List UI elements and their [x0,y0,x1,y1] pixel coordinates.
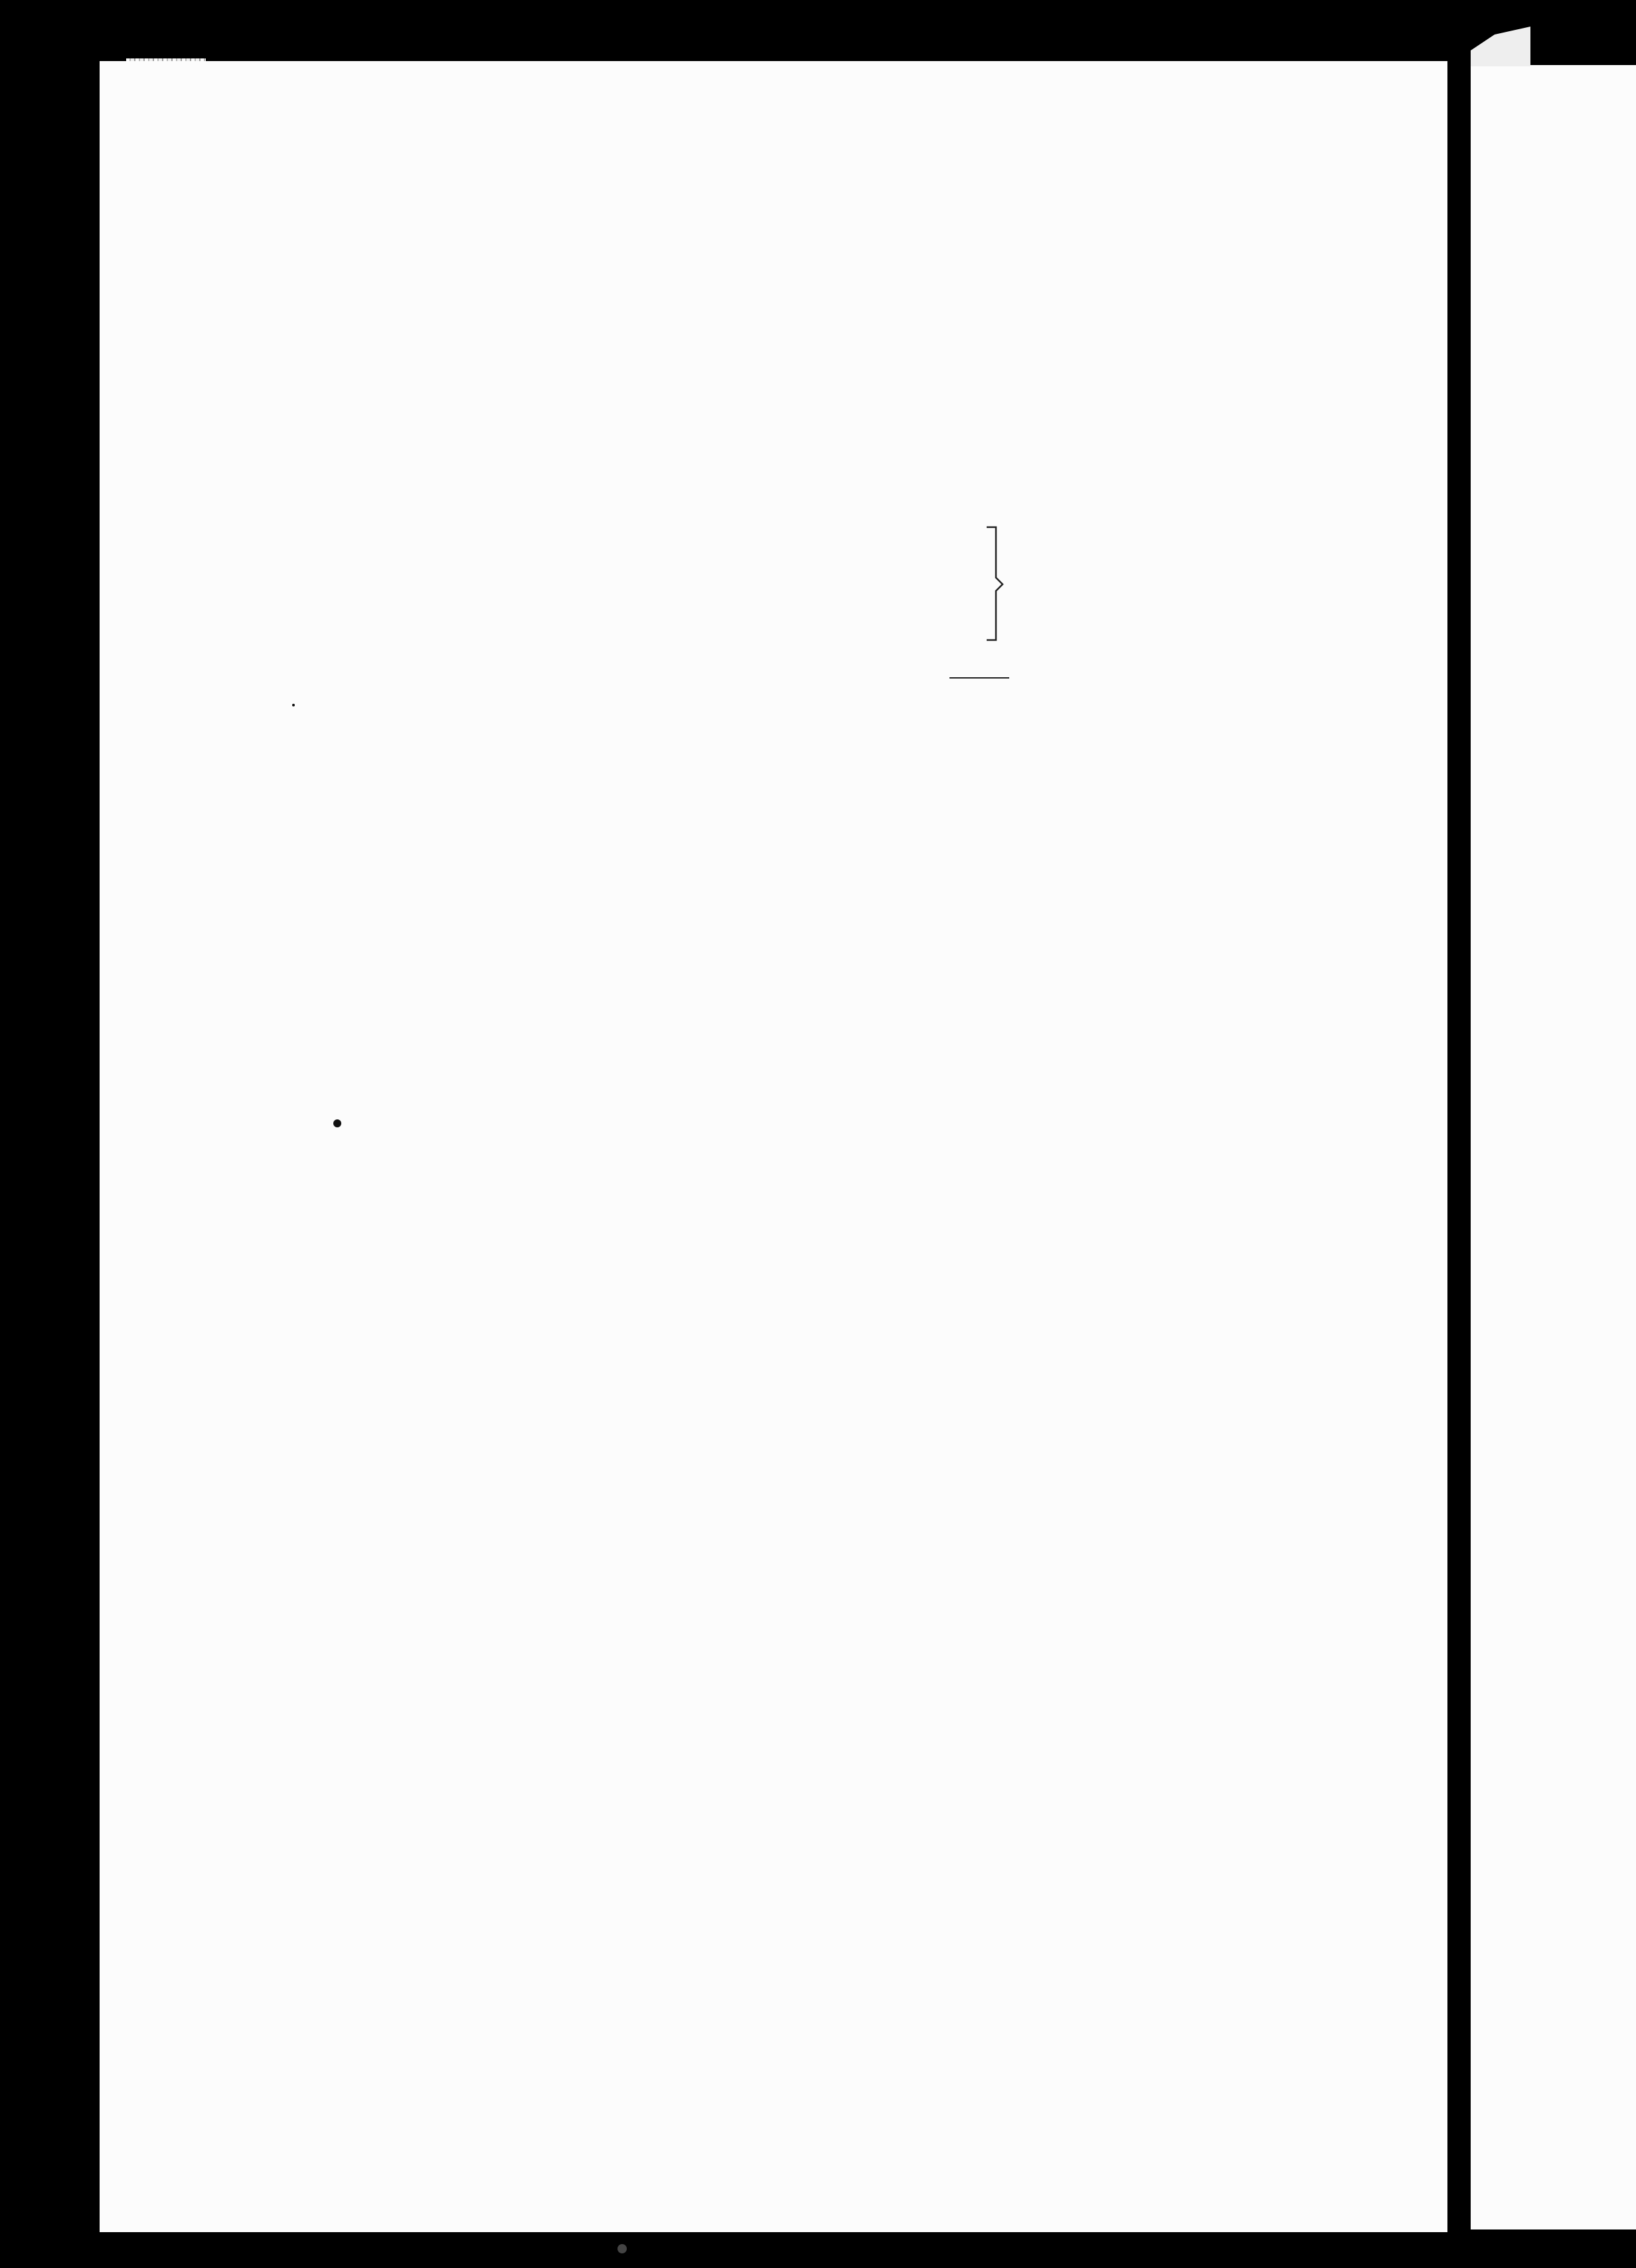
ink-speck [617,2244,627,2253]
ink-speck [333,1119,341,1127]
torn-corner [1471,27,1530,66]
ink-speck [292,704,295,706]
divider [949,677,1009,679]
brace-icon [984,526,1011,643]
right-page-fragment [1471,65,1636,2229]
left-page [100,61,1447,2232]
